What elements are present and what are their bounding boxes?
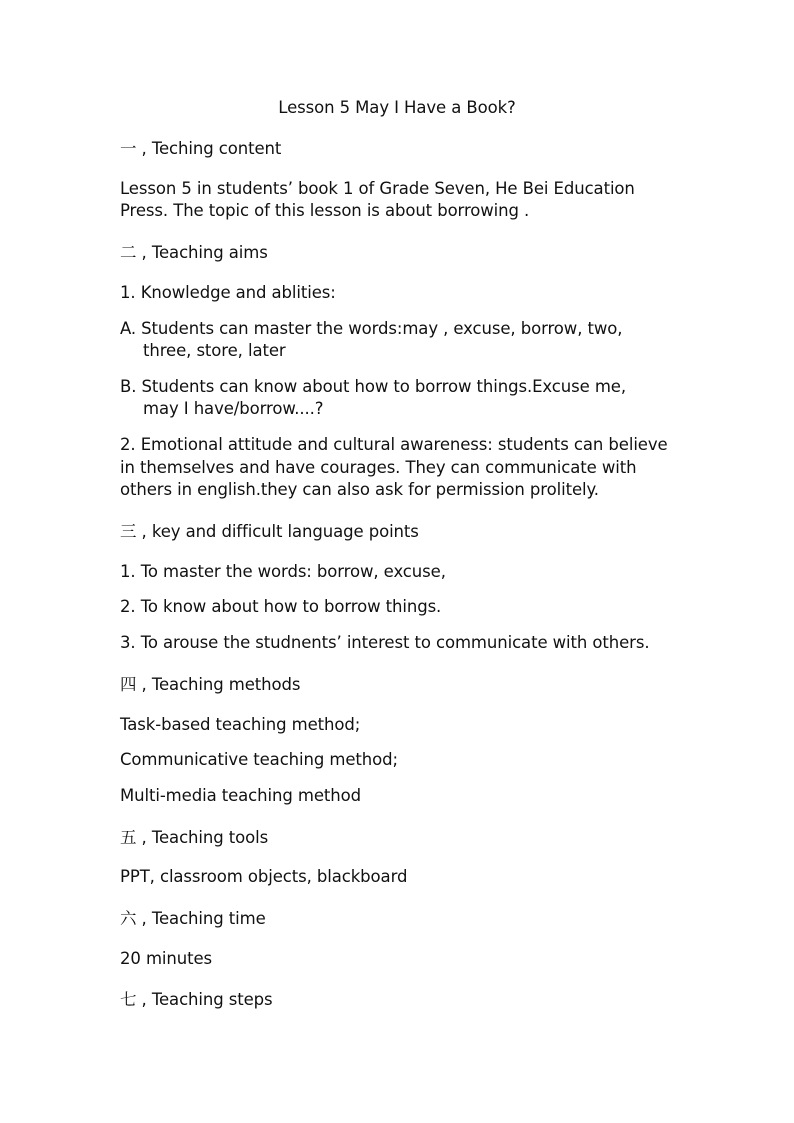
method-item: Task-based teaching method; xyxy=(120,715,361,734)
section-heading-key-points: 三 , key and difficult language points xyxy=(120,522,419,541)
section-heading-tools: 五 , Teaching tools xyxy=(120,828,269,847)
aims-item-2-line: others in english.they can also ask for permission prolitely. xyxy=(120,480,599,499)
section-heading-aims: 二 , Teaching aims xyxy=(120,243,268,262)
section-heading-methods: 四 , Teaching methods xyxy=(120,675,301,694)
aims-item-a-line: three, store, later xyxy=(143,341,286,360)
aims-item-2-line: in themselves and have courages. They can communicate with xyxy=(120,458,637,477)
tools-text: PPT, classroom objects, blackboard xyxy=(120,867,408,886)
key-point-item: 1. To master the words: borrow, excuse, xyxy=(120,562,446,581)
content-paragraph-line: Lesson 5 in students’ book 1 of Grade Seven, He Bei Education xyxy=(120,179,635,198)
section-heading-content: 一 , Teching content xyxy=(120,139,282,158)
key-point-item: 2. To know about how to borrow things. xyxy=(120,597,442,616)
aims-item-2-line: 2. Emotional attitude and cultural awareness: students can believe xyxy=(120,435,668,454)
method-item: Multi-media teaching method xyxy=(120,786,361,805)
aims-item-1: 1. Knowledge and ablities: xyxy=(120,283,336,302)
method-item: Communicative teaching method; xyxy=(120,750,398,769)
section-heading-steps: 七 , Teaching steps xyxy=(120,990,273,1009)
key-point-item: 3. To arouse the studnents’ interest to communicate with others. xyxy=(120,633,650,652)
aims-item-b-line: B. Students can know about how to borrow things.Excuse me, xyxy=(120,377,626,396)
section-heading-time: 六 , Teaching time xyxy=(120,909,266,928)
document-title: Lesson 5 May I Have a Book? xyxy=(278,98,516,117)
time-text: 20 minutes xyxy=(120,949,213,968)
aims-item-a-line: A. Students can master the words:may , excuse, borrow, two, xyxy=(120,319,623,338)
aims-item-b-line: may I have/borrow....? xyxy=(143,399,324,418)
content-paragraph-line: Press. The topic of this lesson is about borrowing . xyxy=(120,201,530,220)
